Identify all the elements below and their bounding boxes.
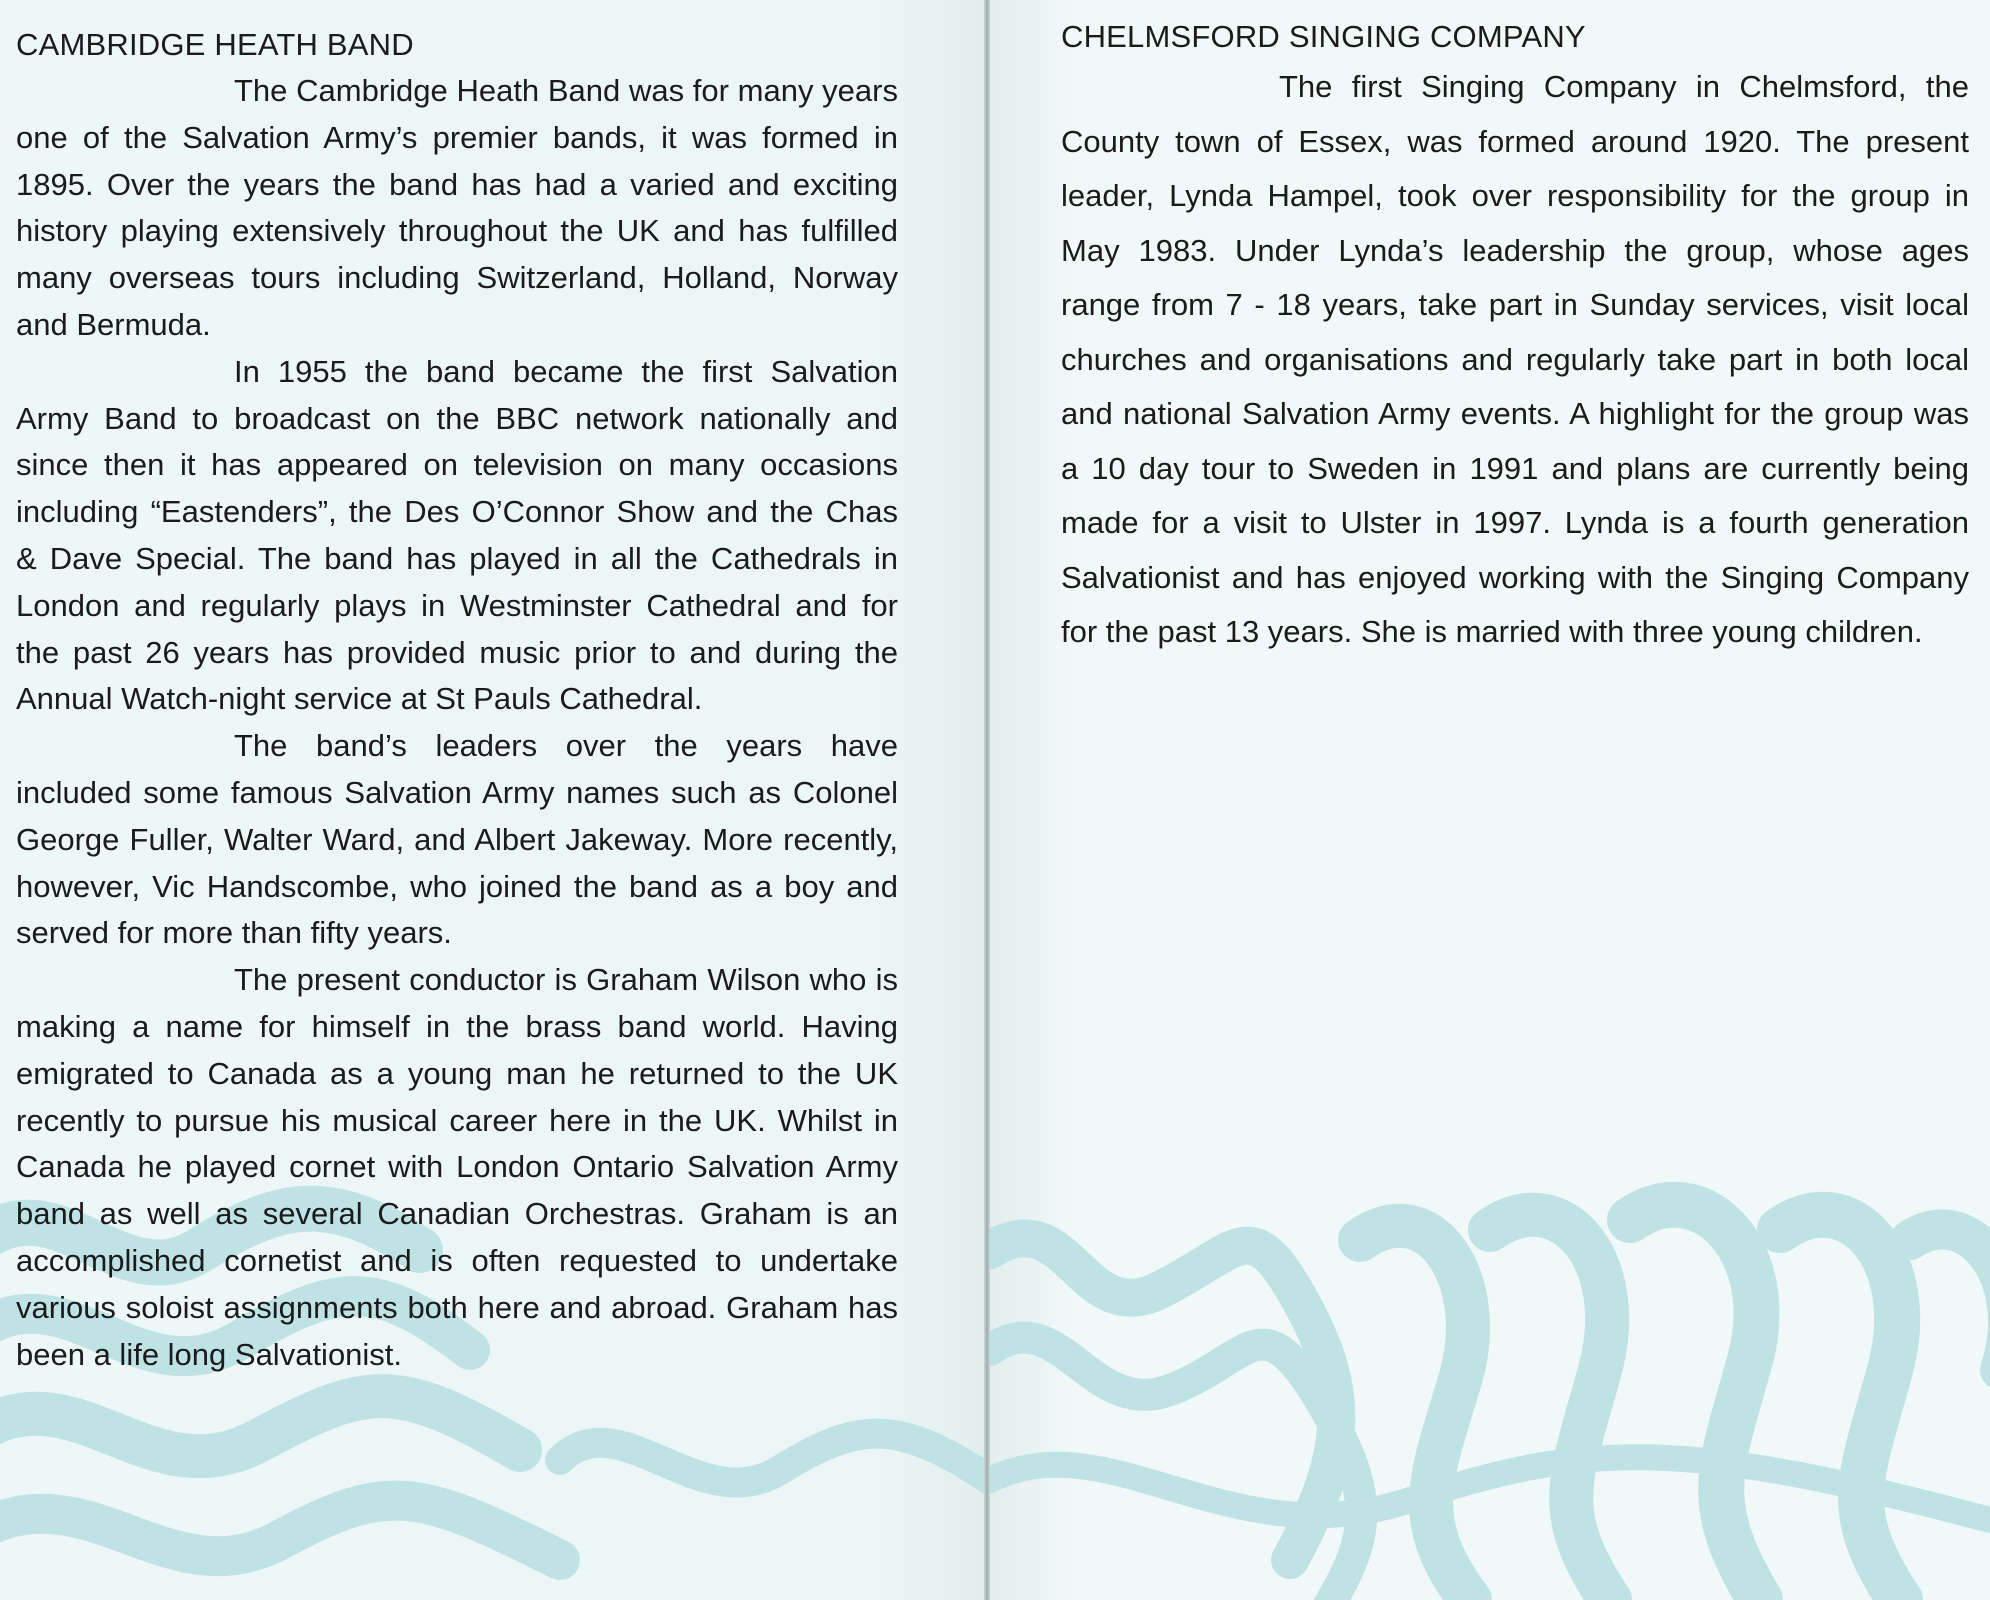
booklet-fold (984, 0, 990, 1600)
chelmsford-singing-company-article (1061, 14, 1969, 660)
article-title: CAMBRIDGE HEATH BAND (16, 27, 414, 62)
article-paragraph: The present conductor is Graham Wilson who is making a name for himself in the brass band world. Having emigrated to Canada as a young man he returned to the UK recently to pursue his musical career here in the UK. Whilst in Canada he played cornet with London Ontario Salvation Army band as well as several Canadian Orchestras. Graham is an accomplished cornetist and is often requested to undertake various soloist assignments both here and abroad. Graham has been a life long Salvationist. (16, 962, 898, 1372)
article-paragraph: The first Singing Company in Chelmsford, the County town of Essex, was formed around 1920. The present leader, Lynda Hampel, took over responsibility for the group in May 1983. Under Lynda’s leadership the group, whose ages range from 7 - 18 years, take part in Sunday services, visit local churches and organisations and regularly take part in both local and national Salvation Army events. A highlight for the group was a 10 day tour to Sweden in 1991 and plans are currently being made for a visit to Ulster in 1997. Lynda is a fourth generation Salvationist and has enjoyed working with the Singing Company for the past 13 years. She is married with three young children. (1061, 69, 1969, 649)
article-paragraph: In 1955 the band became the first Salvation Army Band to broadcast on the BBC network nationally and since then it has appeared on television on many occasions including “Eastenders”, the Des O’Connor Show and the Chas & Dave Special. The band has played in all the Cathedrals in London and regularly plays in Westminster Cathedral and for the past 26 years has provided music prior to and during the Annual Watch-night service at St Pauls Cathedral. (16, 353, 898, 717)
article-paragraph: The Cambridge Heath Band was for many years one of the Salvation Army’s premier bands, it was formed in 1895. Over the years the band has had a varied and exciting history playing extensively throughout the UK and has fulfilled many overseas tours including Switzerland, Holland, Norway and Bermuda. (16, 73, 898, 342)
article-title: CHELMSFORD SINGING COMPANY (1061, 19, 1586, 54)
cambridge-heath-band-article (16, 22, 898, 1378)
article-paragraph: The band’s leaders over the years have included some famous Salvation Army names such as Colonel George Fuller, Walter Ward, and Albert Jakeway. More recently, however, Vic Handscombe, who joined the band as a boy and served for more than fifty years. (16, 728, 898, 951)
